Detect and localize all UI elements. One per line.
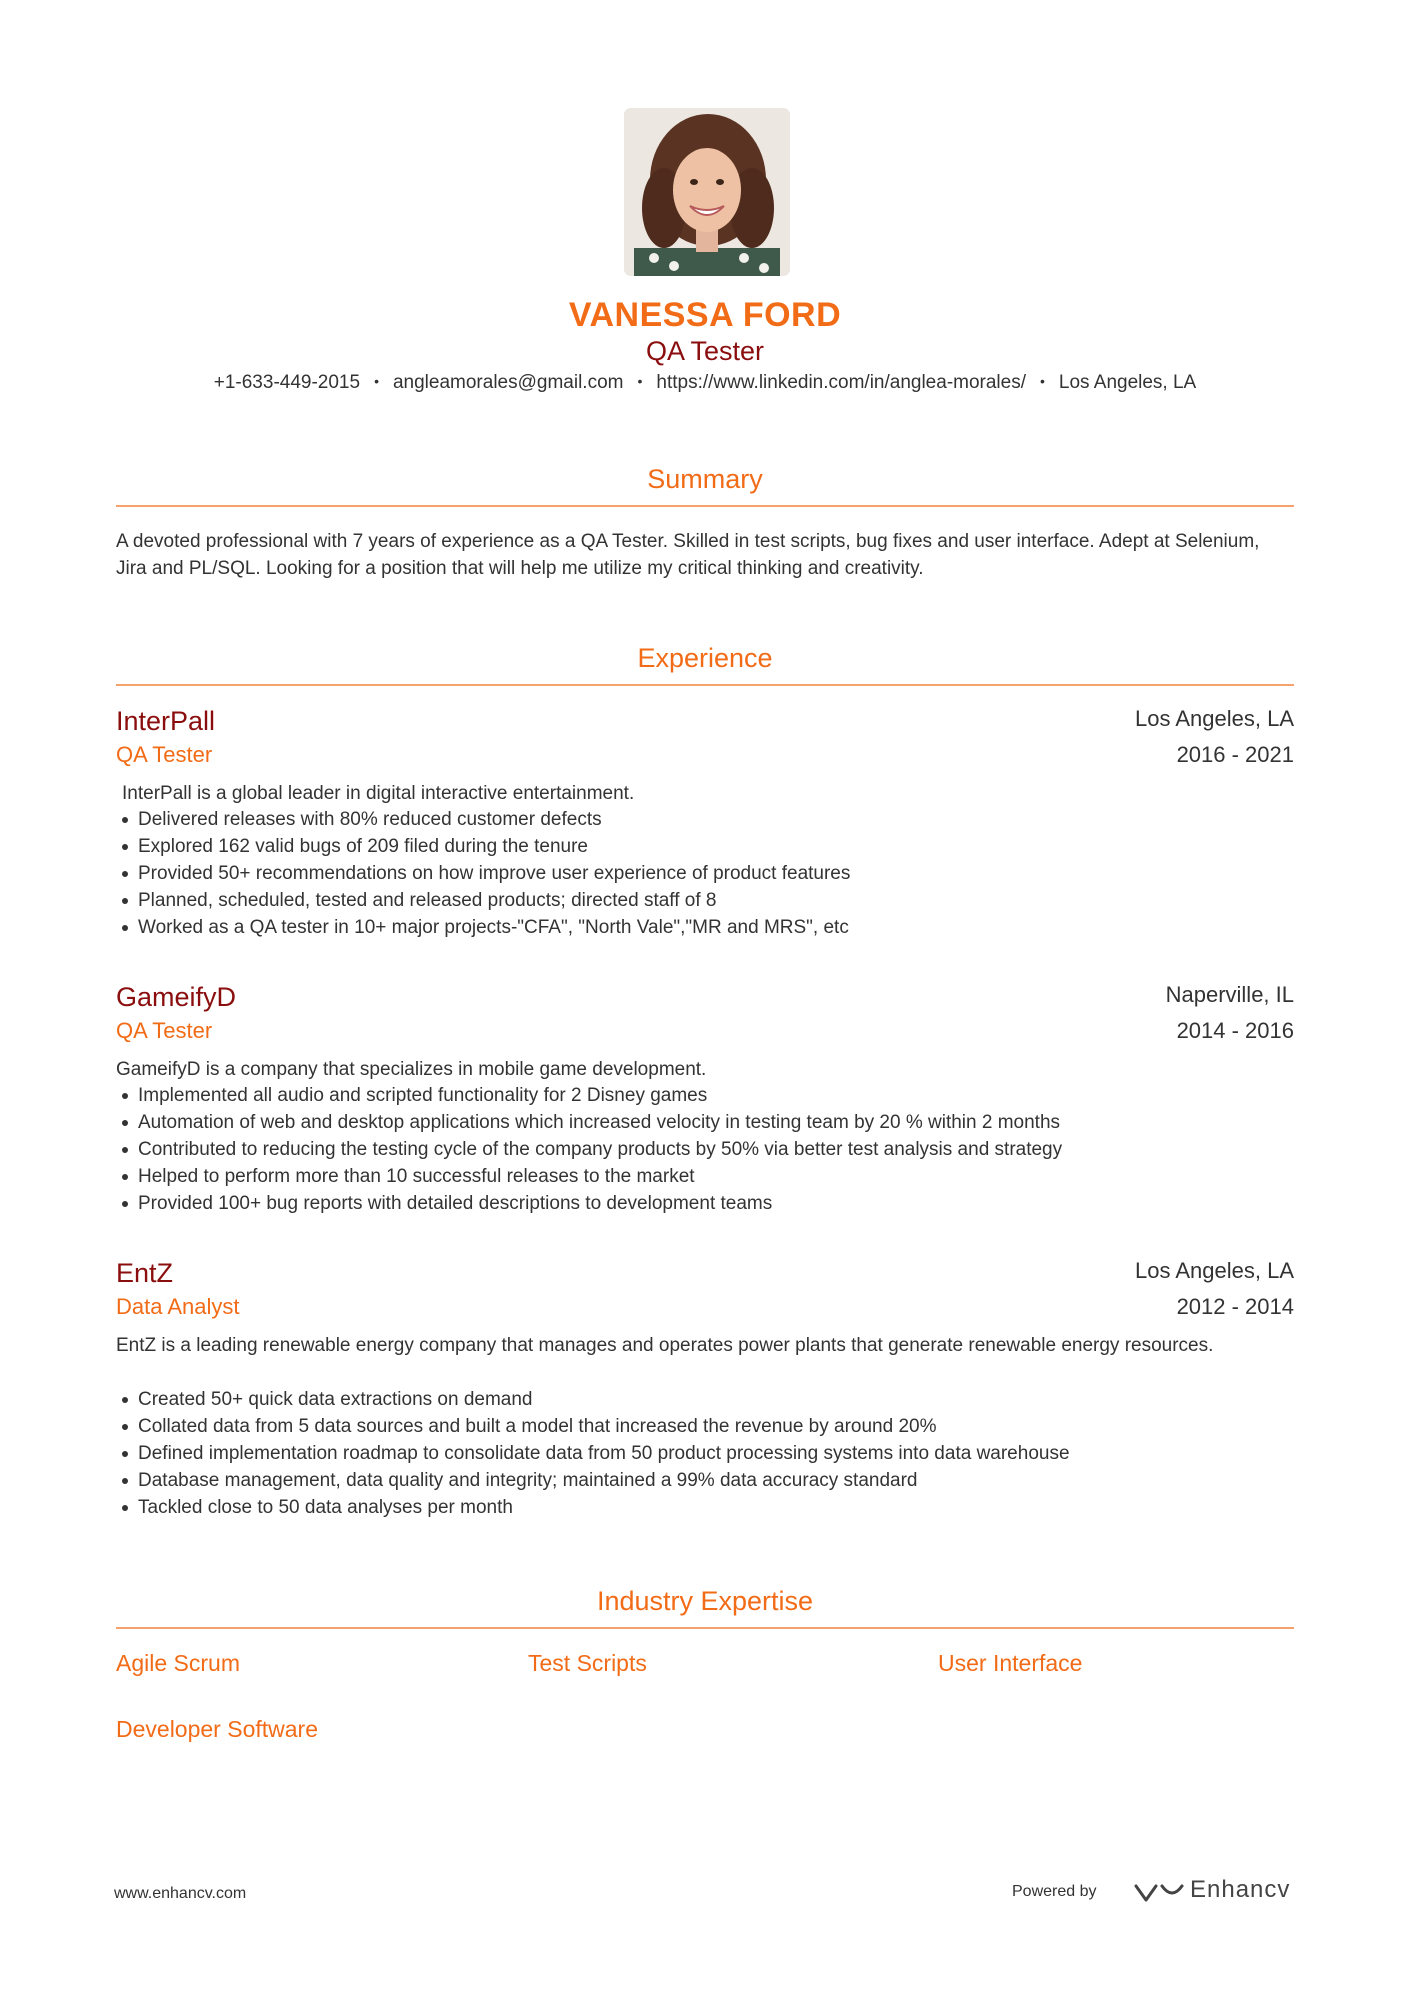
skill-item: Developer Software [116, 1716, 318, 1742]
skill-item: User Interface [938, 1650, 1083, 1676]
candidate-name: VANESSA FORD [568, 296, 842, 334]
list-item [116, 1386, 1294, 1413]
skill-item: Test Scripts [528, 1650, 647, 1676]
job-bullets [116, 806, 1294, 941]
job-dates: 2014 - 2016 [1176, 1018, 1294, 1043]
job-company: InterPall [116, 706, 216, 736]
bullet-text: Tackled close to 50 data analyses per month [138, 1497, 513, 1518]
bullet-icon [122, 898, 128, 904]
bullet-icon [122, 871, 128, 877]
job-location: Los Angeles, LA [1134, 1258, 1294, 1283]
expertise-divider [116, 1627, 1294, 1629]
bullet-text: Implemented all audio and scripted functionality for 2 Disney games [138, 1085, 708, 1106]
bullet-icon [122, 1505, 128, 1511]
list-item [116, 1413, 1294, 1440]
summary-text: A devoted professional with 7 years of experience as a QA Tester. Skilled in test scripts, bug fixes and user interface. Adept at Selenium, Jira and PL/SQL. Looking for a position that will help me utilize my critical thinking and creativity. [116, 531, 1260, 579]
bullet-icon [122, 1397, 128, 1403]
profile-photo [624, 108, 790, 276]
list-item [116, 914, 1294, 941]
bullet-separator: • [374, 373, 379, 389]
bullet-text: Database management, data quality and integrity; maintained a 99% data accuracy standard [138, 1470, 918, 1491]
bullet-text: Planned, scheduled, tested and released products; directed staff of 8 [138, 890, 717, 911]
job-company: EntZ [116, 1258, 174, 1288]
candidate-role: QA Tester [645, 336, 765, 366]
bullet-text: Provided 50+ recommendations on how improve user experience of product features [138, 863, 851, 884]
experience-heading: Experience [637, 643, 773, 673]
bullet-text: Automation of web and desktop applications which increased velocity in testing team by 20 % within 2 months [138, 1112, 1061, 1133]
contact-email[interactable]: angleamorales@gmail.com [392, 372, 624, 393]
bullet-text: Explored 162 valid bugs of 209 filed during the tenure [138, 836, 588, 857]
list-item [116, 1136, 1294, 1163]
bullet-icon [122, 1478, 128, 1484]
enhancv-brand-text: Enhancv [1190, 1876, 1291, 1903]
bullet-text: Contributed to reducing the testing cycle of the company products by 50% via better test analysis and strategy [138, 1139, 1063, 1160]
skill-item: Agile Scrum [116, 1650, 240, 1676]
bullet-icon [122, 925, 128, 931]
job-description: InterPall is a global leader in digital interactive entertainment. [122, 783, 635, 804]
bullet-icon [122, 1093, 128, 1099]
job-entry [116, 982, 1294, 1222]
bullet-icon [122, 1201, 128, 1207]
footer-website-link[interactable]: www.enhancv.com [114, 1885, 247, 1902]
job-title: Data Analyst [116, 1294, 240, 1319]
job-description: GameifyD is a company that specializes in mobile game development. [116, 1059, 707, 1080]
bullet-text: Delivered releases with 80% reduced customer defects [138, 809, 602, 830]
list-item [116, 1082, 1294, 1109]
bullet-icon [122, 1120, 128, 1126]
job-dates: 2012 - 2014 [1176, 1294, 1294, 1319]
job-title: QA Tester [116, 1018, 213, 1043]
list-item [116, 1494, 1294, 1521]
contact-linkedin[interactable]: https://www.linkedin.com/in/anglea-morales/ [656, 372, 1026, 393]
job-entry [116, 706, 1294, 946]
portrait-image [624, 108, 790, 276]
list-item [116, 1109, 1294, 1136]
bullet-icon [122, 1174, 128, 1180]
list-item [116, 1163, 1294, 1190]
bullet-text: Collated data from 5 data sources and built a model that increased the revenue by around 20% [138, 1416, 937, 1437]
contact-row [0, 372, 1410, 394]
bullet-icon [122, 1451, 128, 1457]
job-dates: 2016 - 2021 [1176, 742, 1294, 767]
summary-divider [116, 505, 1294, 507]
bullet-text: Defined implementation roadmap to consolidate data from 50 product processing systems into data warehouse [138, 1443, 1070, 1464]
bullet-text: Created 50+ quick data extractions on demand [138, 1389, 533, 1410]
job-location: Naperville, IL [1165, 982, 1294, 1007]
contact-phone[interactable]: +1-633-449-2015 [213, 372, 361, 393]
powered-by-label: Powered by [1012, 1883, 1097, 1900]
job-company: GameifyD [116, 982, 237, 1012]
job-location: Los Angeles, LA [1134, 706, 1294, 731]
bullet-icon [122, 1424, 128, 1430]
list-item [116, 806, 1294, 833]
expertise-heading: Industry Expertise [596, 1586, 814, 1616]
contact-location: Los Angeles, LA [1058, 372, 1197, 393]
experience-divider [116, 684, 1294, 686]
job-title: QA Tester [116, 742, 213, 767]
bullet-text: Helped to perform more than 10 successful releases to the market [138, 1166, 695, 1187]
bullet-text: Provided 100+ bug reports with detailed descriptions to development teams [138, 1193, 773, 1214]
bullet-icon [122, 817, 128, 823]
summary-heading: Summary [647, 464, 763, 494]
list-item [116, 1190, 1294, 1217]
job-description: EntZ is a leading renewable energy company that manages and operates power plants that generate renewable energy resources. [116, 1335, 1214, 1356]
list-item [116, 1440, 1294, 1467]
list-item [116, 860, 1294, 887]
job-bullets [116, 1386, 1294, 1521]
job-bullets [116, 1082, 1294, 1217]
list-item [116, 887, 1294, 914]
bullet-text: Worked as a QA tester in 10+ major projects-"CFA", "North Vale","MR and MRS", etc [138, 917, 849, 938]
list-item [116, 1467, 1294, 1494]
bullet-icon [122, 844, 128, 850]
bullet-separator: • [1040, 373, 1045, 389]
bullet-icon [122, 1147, 128, 1153]
list-item [116, 833, 1294, 860]
job-entry [116, 1258, 1294, 1528]
bullet-separator: • [637, 373, 643, 389]
